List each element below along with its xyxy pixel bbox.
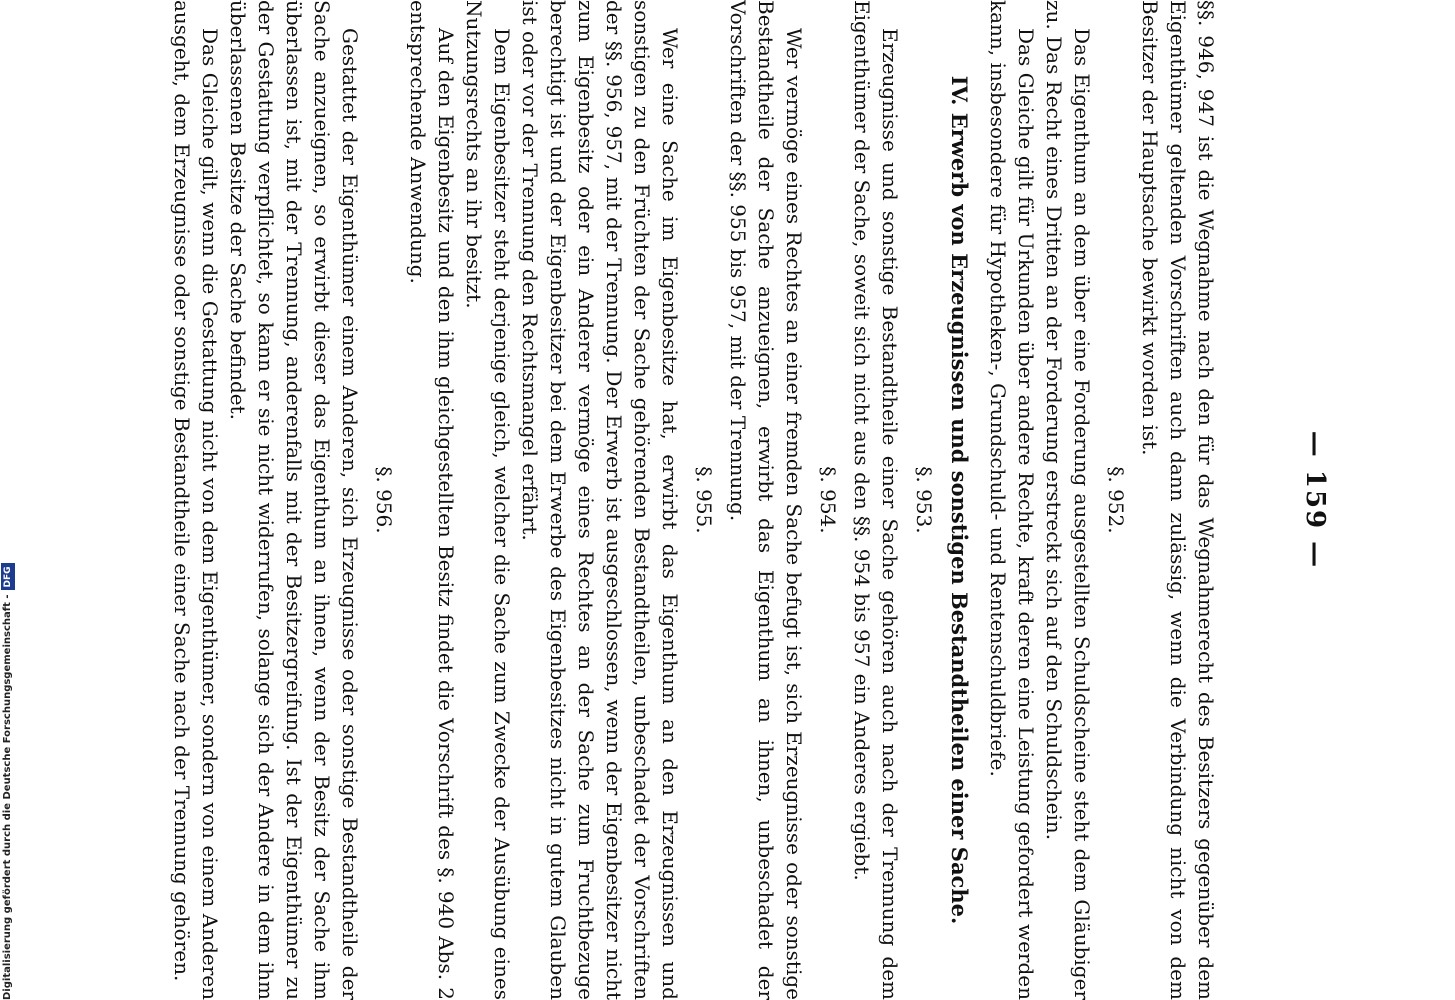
section-955-paragraph-1: Wer eine Sache im Eigenbesitze hat, erwirbt das Eigenthum an den Erzeugnissen und sonstigen zu den Früchten der Sache gehörenden Bestandtheilen, unbeschadet der Vorschriften der §§. 956, 957, mit der Trennung. Der Erwerb ist ausgeschlossen, wenn der Eigenbesitzer nicht zum Eigenbesitz oder ein Anderer vermöge eines Rechtes an der Sache zum Fruchtbezuge berechtigt ist und der Eigenbesitzer bei dem Erwerbe des Eigenbesitzes nicht in gutem Glauben ist oder vor der Trennung den Rechtsmangel erfährt.: [518, 0, 682, 1000]
section-955-title: §. 955.: [692, 466, 716, 534]
section-956-paragraph-1: Gestattet der Eigenthümer einem Anderen, sich Erzeugnisse oder sonstige Bestandtheile der Sache anzueignen, so erwirbt dieser das Eigenthum an ihnen, wenn der Besitz der Sache ihm überlassen ist, mit der Trennung, anderenfalls mit der Besitzergreifung. Ist der Eigenthümer zu der Gestattung verpflichtet, so kann er sie nicht widerrufen, solange sich der Andere in dem ihm überlassenen Besitze der Sache befindet.: [226, 0, 362, 1000]
document-page: [100, 0, 1330, 1000]
section-955-paragraph-3: Auf den Eigenbesitz und den ihm gleichgestellten Besitz findet die Vorschrift des §. 940 Abs. 2 entsprechende Anwendung.: [406, 0, 458, 1000]
intro-paragraph: §§. 946, 947 ist die Wegnahme nach den für das Wegnahmerecht des Besitzers gegenüber dem Eigenthümer geltenden Vorschriften auch dann zulässig, wenn die Verbindung nicht von dem Besitzer der Hauptsache bewirkt worden ist.: [1138, 0, 1218, 1000]
section-956-paragraph-2: Das Gleiche gilt, wenn die Gestattung nicht von dem Eigenthümer, sondern von einem Anderen ausgeht, dem Erzeugnisse oder sonstige Bestandtheile einer Sache nach der Trennung gehören.: [170, 0, 222, 1000]
section-953-paragraph-1: Erzeugnisse und sonstige Bestandtheile einer Sache gehören auch nach der Trennung dem Eigenthümer der Sache, soweit sich nicht aus den §§. 954 bis 957 ein Anderes ergiebt.: [850, 0, 902, 1000]
digitization-credit: [0, 566, 16, 1000]
section-954-title: §. 954.: [816, 466, 840, 534]
section-952-paragraph-1: Das Eigenthum an dem über eine Forderung ausgestellten Schuldscheine steht dem Gläubiger zu. Das Recht eines Dritten an der Forderung erstreckt sich auf den Schuldschein.: [1042, 0, 1094, 1000]
chapter-heading-iv: IV. Erwerb von Erzeugnissen und sonstigen Bestandtheilen einer Sache.: [947, 75, 972, 925]
text-column: [168, 0, 1220, 1000]
dfg-logo: DFG: [1, 563, 15, 590]
section-955-paragraph-2: Dem Eigenbesitzer steht derjenige gleich, welcher die Sache zum Zwecke der Ausübung eines Nutzungsrechts an ihr besitzt.: [462, 0, 514, 1000]
section-952-paragraph-2: Das Gleiche gilt für Urkunden über andere Rechte, kraft deren eine Leistung gefordert werden kann, insbesondere für Hypotheken-, Grundschuld- und Rentenschuldbriefe.: [986, 0, 1038, 1000]
section-953-title: §. 953.: [912, 466, 936, 534]
credit-text: Digitalisierung gefördert durch die Deutsche Forschungsgemeinschaft -: [2, 594, 13, 1000]
section-952-title: §. 952.: [1104, 466, 1128, 534]
page-number: — 159 —: [1300, 430, 1330, 570]
section-954-paragraph-1: Wer vermöge eines Rechtes an einer fremden Sache befugt ist, sich Erzeugnisse oder sonstige Bestandtheile der Sache anzueignen, erwirbt das Eigenthum an ihnen, unbeschadet der Vorschriften der §§. 955 bis 957, mit der Trennung.: [726, 0, 806, 1000]
section-956-title: §. 956.: [372, 466, 396, 534]
